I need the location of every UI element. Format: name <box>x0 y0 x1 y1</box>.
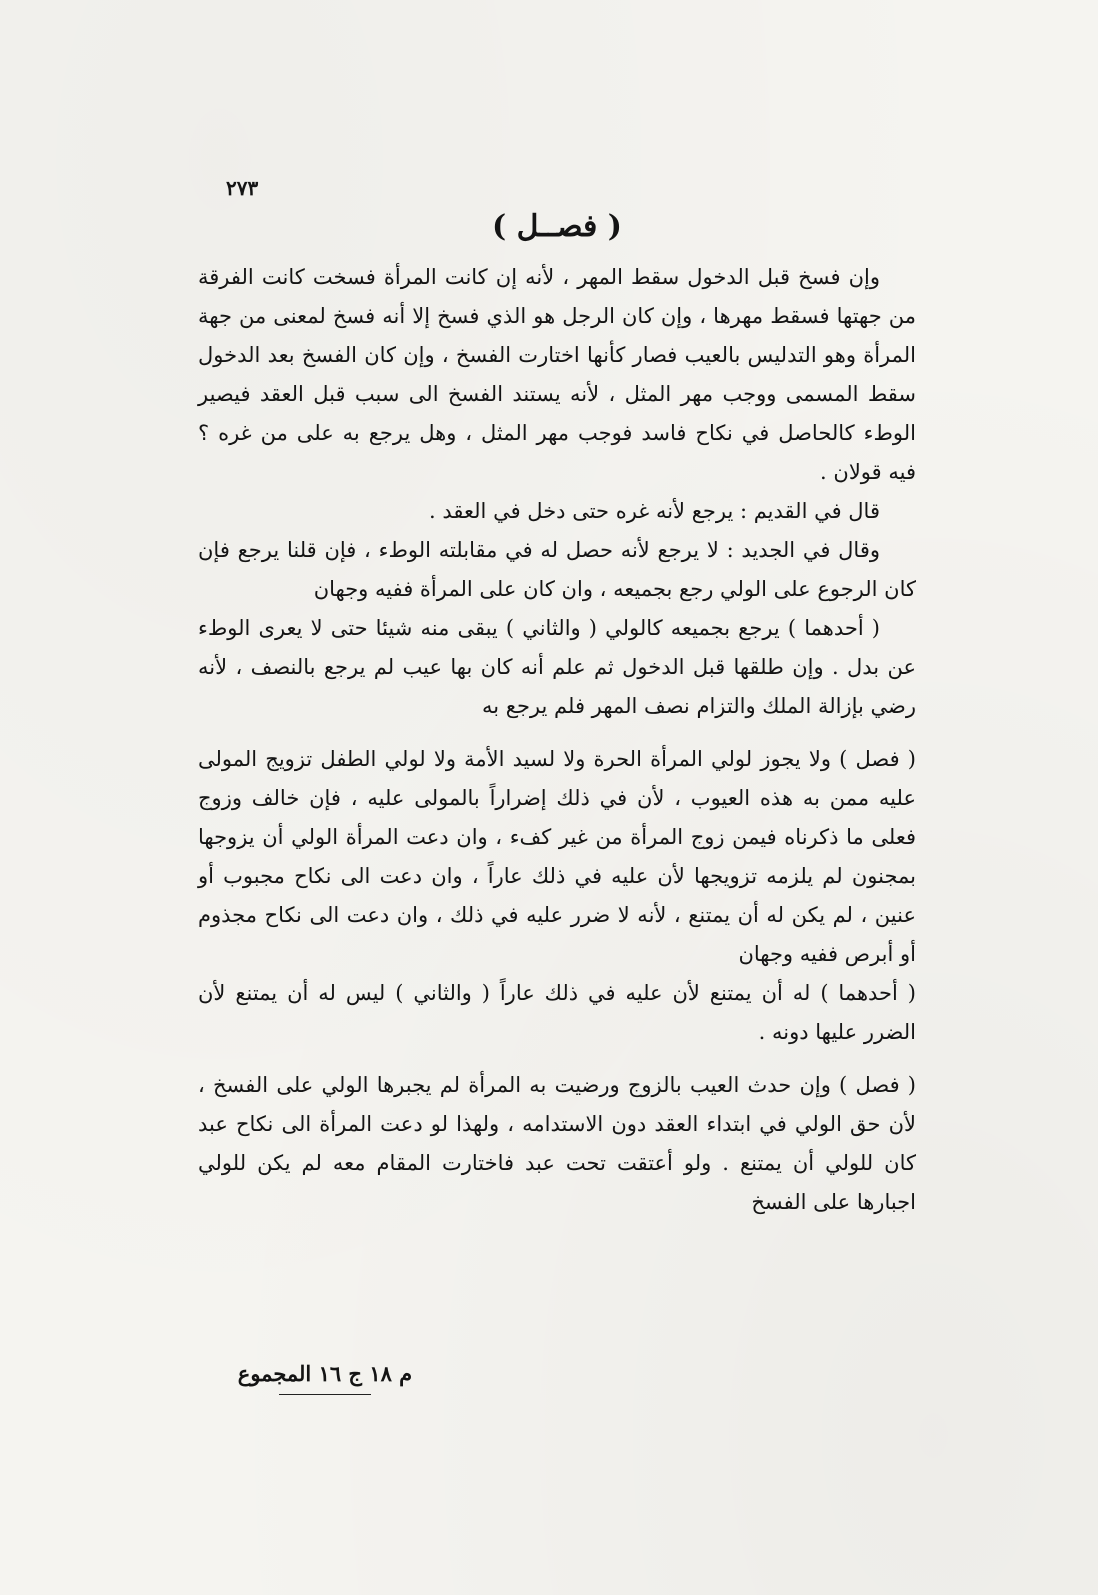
body-text <box>198 206 916 1222</box>
paragraph-7: ( فصل ) وإن حدث العيب بالزوج ورضيت به المرأة لم يجبرها الولي على الفسخ ، لأن حق الولي في ابتداء العقد دون الاستدامه ، ولهذا لو دعت المرأة الى نكاح عبد كان للولي أن يمتنع . ولو أعتقت تحت عبد فاختارت المقام معه لم يكن للولي اجبارها على الفسخ <box>198 1073 916 1214</box>
paragraph-4: ( أحدهما ) يرجع بجميعه كالولي ( والثاني ) يبقى منه شيئا حتى لا يعرى الوطء عن بدل . وإن طلقها قبل الدخول ثم علم أنه كان بها عيب لم يرجع بالنصف ، لأنه رضي بإزالة الملك والتزام نصف المهر فلم يرجع به <box>198 616 916 718</box>
section-heading: ( فصــل ) <box>492 209 622 244</box>
footer-signature: م ١٨ ج ١٦ المجموع <box>237 1361 413 1386</box>
paragraph-5: ( فصل ) ولا يجوز لولي المرأة الحرة ولا لسيد الأمة ولا لولي الطفل تزويج المولى عليه ممن به هذه العيوب ، لأن في ذلك إضراراً بالمولى عليه ، فإن خالف وزوج فعلى ما ذكرناه فيمن زوج المرأة من غير كفء ، وان دعت المرأة الولي أن يزوجها بمجنون لم يلزمه تزويجها لأن عليه في ذلك عاراً ، وان دعت الى نكاح مجبوب أو عنين ، لم يكن له أن يمتنع ، لأنه لا ضرر عليه في ذلك ، وان دعت الى نكاح مجذوم أو أبرص ففيه وجهان <box>198 747 916 966</box>
footer <box>230 1356 420 1395</box>
paragraph-3: وقال في الجديد : لا يرجع لأنه حصل له في مقابلته الوطء ، فإن قلنا يرجع فإن كان الرجوع على الولي رجع بجميعه ، وان كان على المرأة ففيه وجهان <box>198 538 916 601</box>
page-number: ٢٧٣ <box>226 176 259 200</box>
paragraph-2: قال في القديم : يرجع لأنه غره حتى دخل في العقد . <box>429 499 880 523</box>
paragraph-6: ( أحدهما ) له أن يمتنع لأن عليه في ذلك عاراً ( والثاني ) ليس له أن يمتنع لأن الضرر عليها دونه . <box>198 981 916 1044</box>
paragraph-1: وإن فسخ قبل الدخول سقط المهر ، لأنه إن كانت المرأة فسخت كانت الفرقة من جهتها فسقط مهرها ، وإن كان الرجل هو الذي فسخ إلا أنه فسخ لمعنى من جهة المرأة وهو التدليس بالعيب فصار كأنها اختارت الفسخ ، وإن كان الفسخ بعد الدخول سقط المسمى ووجب مهر المثل ، لأنه يستند الفسخ الى سبب قبل العقد فيصير الوطء كالحاصل في نكاح فاسد فوجب مهر المثل ، وهل يرجع به على من غره ؟ فيه قولان . <box>198 265 916 484</box>
footer-rule <box>279 1394 371 1395</box>
